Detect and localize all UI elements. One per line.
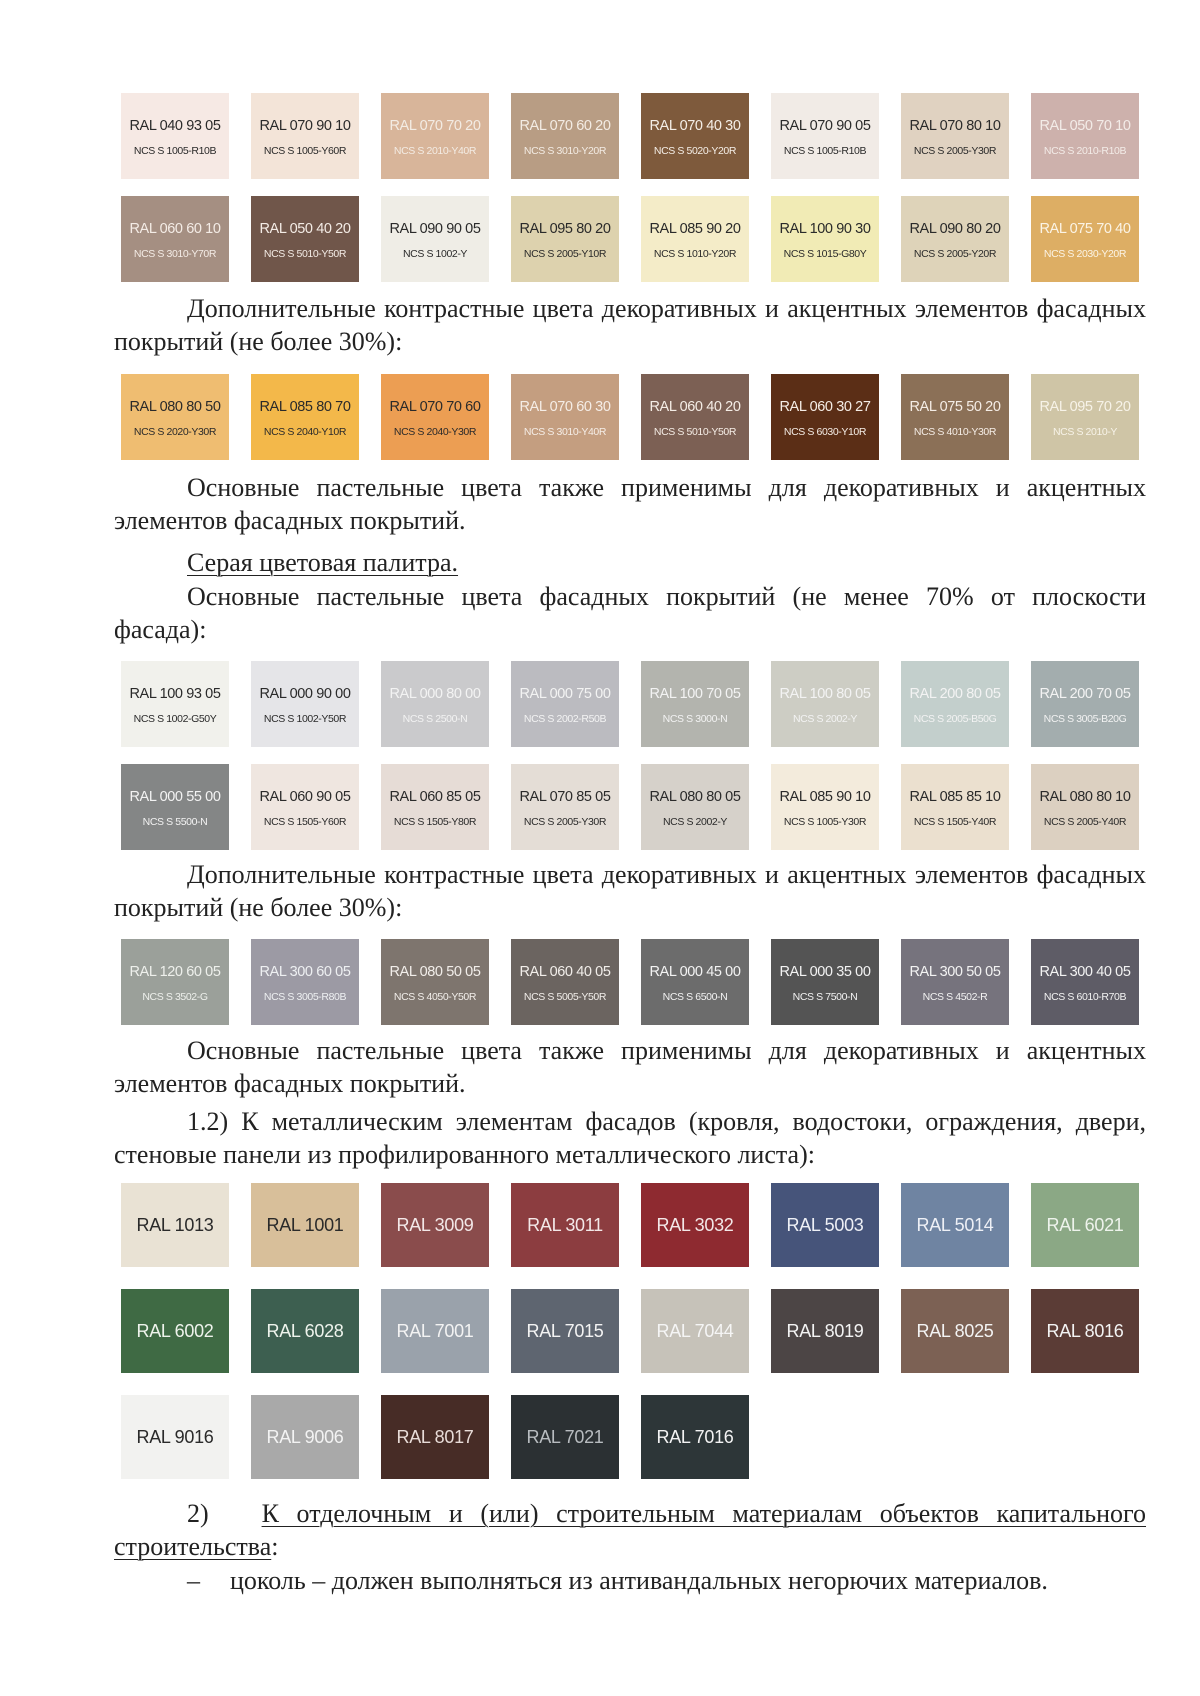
- heading-gray-palette-text: Серая цветовая палитра.: [187, 548, 459, 577]
- metal-color-swatch: [771, 1289, 879, 1373]
- ncs-code: NCS S 2005-Y30R: [913, 144, 997, 157]
- color-swatch: [251, 661, 359, 747]
- ncs-code: NCS S 2010-R10B: [1043, 144, 1127, 157]
- ral-code: RAL 3009: [396, 1214, 474, 1235]
- ral-code: RAL 000 90 00: [259, 685, 351, 702]
- ral-code: RAL 060 30 27: [779, 398, 871, 415]
- ncs-code: NCS S 1015-G80Y: [783, 247, 867, 260]
- ral-code: RAL 070 70 60: [389, 398, 481, 415]
- ncs-code: NCS S 1005-R10B: [133, 144, 217, 157]
- ncs-code: NCS S 2002-Y: [662, 815, 728, 828]
- paragraph-finishing-materials: [114, 1497, 1146, 1563]
- metal-color-swatch: [121, 1183, 229, 1267]
- ral-code: RAL 7001: [396, 1320, 474, 1341]
- ral-code: RAL 8016: [1046, 1320, 1124, 1341]
- ncs-code: NCS S 2020-Y30R: [133, 425, 217, 438]
- color-swatch: [121, 764, 229, 850]
- color-swatch: [511, 661, 619, 747]
- ral-code: RAL 5014: [916, 1214, 994, 1235]
- color-swatch: [251, 93, 359, 179]
- ral-code: RAL 090 80 20: [909, 220, 1001, 237]
- color-swatch: [121, 939, 229, 1025]
- color-swatch: [1031, 93, 1139, 179]
- color-swatch: [381, 661, 489, 747]
- ral-code: RAL 080 80 10: [1039, 788, 1131, 805]
- ral-code: RAL 090 90 05: [389, 220, 481, 237]
- ral-code: RAL 000 80 00: [389, 685, 481, 702]
- ncs-code: NCS S 2040-Y10R: [263, 425, 347, 438]
- paragraph-gray-pastel-note: Основные пастельные цвета также применимы для декоративных и акцентных элементов фасадных покрытий.: [114, 1036, 1146, 1098]
- color-swatch: [121, 661, 229, 747]
- paragraph-metal-elements: 1.2) К металлическим элементам фасадов (кровля, водостоки, ограждения, двери, стеновые панели из профилированного металлического листа):: [114, 1107, 1146, 1169]
- ncs-code: NCS S 2005-Y20R: [913, 247, 997, 260]
- ral-code: RAL 1013: [136, 1214, 214, 1235]
- ncs-code: NCS S 5005-Y50R: [523, 990, 607, 1003]
- ncs-code: NCS S 1505-Y40R: [913, 815, 997, 828]
- ncs-code: NCS S 6010-R70B: [1043, 990, 1127, 1003]
- ncs-code: NCS S 6500-N: [662, 990, 728, 1003]
- ral-code: RAL 100 80 05: [779, 685, 871, 702]
- ncs-code: NCS S 1005-Y60R: [263, 144, 347, 157]
- ncs-code: NCS S 3010-Y40R: [523, 425, 607, 438]
- ral-code: RAL 000 75 00: [519, 685, 611, 702]
- color-swatch: [251, 196, 359, 282]
- color-swatch: [771, 196, 879, 282]
- ral-code: RAL 060 85 05: [389, 788, 481, 805]
- ral-code: RAL 120 60 05: [129, 963, 221, 980]
- ncs-code: NCS S 2030-Y20R: [1043, 247, 1127, 260]
- metal-color-swatch: [771, 1183, 879, 1267]
- color-swatch: [121, 374, 229, 460]
- ral-code: RAL 085 90 20: [649, 220, 741, 237]
- ncs-code: NCS S 3010-Y70R: [133, 247, 217, 260]
- ncs-code: NCS S 4502-R: [922, 990, 988, 1003]
- color-swatch: [641, 939, 749, 1025]
- paragraph-beige-pastel-note: Основные пастельные цвета также применимы для декоративных и акцентных элементов фасадных покрытий.: [114, 473, 1146, 535]
- ncs-code: NCS S 4050-Y50R: [393, 990, 477, 1003]
- ncs-code: NCS S 3010-Y20R: [523, 144, 607, 157]
- ncs-code: NCS S 1010-Y20R: [653, 247, 737, 260]
- gray-main-swatches-row-1: [121, 661, 1139, 747]
- ncs-code: NCS S 2500-N: [402, 712, 468, 725]
- ral-code: RAL 060 90 05: [259, 788, 351, 805]
- list-dash: –: [187, 1566, 200, 1595]
- ral-code: RAL 080 80 05: [649, 788, 741, 805]
- ral-code: RAL 300 40 05: [1039, 963, 1131, 980]
- list-item-text: цоколь – должен выполняться из антивандальных негорючих материалов.: [230, 1566, 1048, 1595]
- ral-code: RAL 200 70 05: [1039, 685, 1131, 702]
- ncs-code: NCS S 2005-Y40R: [1043, 815, 1127, 828]
- ral-code: RAL 070 90 10: [259, 117, 351, 134]
- ncs-code: NCS S 2005-Y30R: [523, 815, 607, 828]
- ral-code: RAL 070 70 20: [389, 117, 481, 134]
- metal-color-swatch: [381, 1395, 489, 1479]
- metal-color-swatch: [511, 1183, 619, 1267]
- ral-code: RAL 085 90 10: [779, 788, 871, 805]
- ral-code: RAL 075 50 20: [909, 398, 1001, 415]
- ral-code: RAL 080 80 50: [129, 398, 221, 415]
- ncs-code: NCS S 5020-Y20R: [653, 144, 737, 157]
- ncs-code: NCS S 3000-N: [662, 712, 728, 725]
- ral-code: RAL 070 85 05: [519, 788, 611, 805]
- ral-code: RAL 000 45 00: [649, 963, 741, 980]
- ncs-code: NCS S 6030-Y10R: [783, 425, 867, 438]
- ral-code: RAL 060 60 10: [129, 220, 221, 237]
- color-swatch: [901, 374, 1009, 460]
- ral-code: RAL 100 70 05: [649, 685, 741, 702]
- color-swatch: [511, 93, 619, 179]
- color-swatch: [641, 196, 749, 282]
- ncs-code: NCS S 2010-Y40R: [393, 144, 477, 157]
- ral-code: RAL 050 70 10: [1039, 117, 1131, 134]
- ral-code: RAL 075 70 40: [1039, 220, 1131, 237]
- ral-code: RAL 200 80 05: [909, 685, 1001, 702]
- ral-code: RAL 100 93 05: [129, 685, 221, 702]
- ral-code: RAL 070 90 05: [779, 117, 871, 134]
- ral-code: RAL 040 93 05: [129, 117, 221, 134]
- color-swatch: [511, 374, 619, 460]
- metal-color-swatch: [641, 1183, 749, 1267]
- beige-accent-swatches: [121, 374, 1139, 460]
- metal-swatches: [121, 1183, 1139, 1479]
- color-swatch: [901, 939, 1009, 1025]
- ral-code: RAL 300 60 05: [259, 963, 351, 980]
- ncs-code: NCS S 3502-G: [142, 990, 208, 1003]
- ral-code: RAL 8025: [916, 1320, 994, 1341]
- ncs-code: NCS S 5500-N: [142, 815, 208, 828]
- color-swatch: [511, 196, 619, 282]
- ncs-code: NCS S 1505-Y80R: [393, 815, 477, 828]
- ncs-code: NCS S 2010-Y: [1052, 425, 1118, 438]
- color-swatch: [771, 764, 879, 850]
- metal-color-swatch: [511, 1289, 619, 1373]
- beige-main-swatches-row-1: [121, 93, 1139, 179]
- ral-code: RAL 095 70 20: [1039, 398, 1131, 415]
- color-swatch: [251, 939, 359, 1025]
- metal-color-swatch: [641, 1395, 749, 1479]
- ral-code: RAL 095 80 20: [519, 220, 611, 237]
- ncs-code: NCS S 3005-B20G: [1043, 712, 1127, 725]
- ncs-code: NCS S 5010-Y50R: [653, 425, 737, 438]
- color-swatch: [511, 764, 619, 850]
- metal-color-swatch: [1031, 1289, 1139, 1373]
- beige-main-swatches-row-2: [121, 196, 1139, 282]
- color-swatch: [1031, 374, 1139, 460]
- heading-gray-palette: [187, 546, 458, 579]
- metal-color-swatch: [381, 1183, 489, 1267]
- ncs-code: NCS S 2040-Y30R: [393, 425, 477, 438]
- ral-code: RAL 000 55 00: [129, 788, 221, 805]
- ral-code: RAL 8019: [786, 1320, 864, 1341]
- color-swatch: [901, 764, 1009, 850]
- metal-color-swatch: [641, 1289, 749, 1373]
- color-swatch: [901, 196, 1009, 282]
- gray-main-swatches-row-2: [121, 764, 1139, 850]
- ral-code: RAL 070 80 10: [909, 117, 1001, 134]
- color-swatch: [641, 374, 749, 460]
- ral-code: RAL 000 35 00: [779, 963, 871, 980]
- ncs-code: NCS S 4010-Y30R: [913, 425, 997, 438]
- paragraph-gray-main-intro: Основные пастельные цвета фасадных покрытий (не менее 70% от плоскости фасада):: [114, 582, 1146, 644]
- ral-code: RAL 300 50 05: [909, 963, 1001, 980]
- ral-code: RAL 070 60 30: [519, 398, 611, 415]
- metal-color-swatch: [511, 1395, 619, 1479]
- ral-code: RAL 3011: [527, 1214, 603, 1235]
- ncs-code: NCS S 2005-Y10R: [523, 247, 607, 260]
- ncs-code: NCS S 1505-Y60R: [263, 815, 347, 828]
- metal-color-swatch: [121, 1395, 229, 1479]
- ral-code: RAL 1001: [266, 1214, 344, 1235]
- ral-code: RAL 085 80 70: [259, 398, 351, 415]
- color-swatch: [771, 374, 879, 460]
- color-swatch: [121, 196, 229, 282]
- ral-code: RAL 5003: [786, 1214, 864, 1235]
- color-swatch: [771, 939, 879, 1025]
- section-colon: :: [271, 1532, 279, 1561]
- metal-color-swatch: [901, 1289, 1009, 1373]
- color-swatch: [251, 764, 359, 850]
- metal-color-swatch: [381, 1289, 489, 1373]
- ral-code: RAL 3032: [656, 1214, 734, 1235]
- ral-code: RAL 7016: [656, 1426, 734, 1447]
- color-swatch: [901, 93, 1009, 179]
- ncs-code: NCS S 2005-B50G: [913, 712, 997, 725]
- ncs-code: NCS S 1005-R10B: [783, 144, 867, 157]
- ncs-code: NCS S 1002-Y50R: [263, 712, 347, 725]
- color-swatch: [771, 93, 879, 179]
- section-number: 2): [187, 1499, 209, 1528]
- ral-code: RAL 060 40 20: [649, 398, 741, 415]
- color-swatch: [1031, 661, 1139, 747]
- color-swatch: [1031, 939, 1139, 1025]
- color-swatch: [1031, 196, 1139, 282]
- color-swatch: [901, 661, 1009, 747]
- color-swatch: [641, 93, 749, 179]
- ral-code: RAL 6002: [136, 1320, 214, 1341]
- color-swatch: [381, 939, 489, 1025]
- ncs-code: NCS S 1002-Y: [402, 247, 468, 260]
- ncs-code: NCS S 1005-Y30R: [783, 815, 867, 828]
- color-swatch: [251, 374, 359, 460]
- ral-code: RAL 080 50 05: [389, 963, 481, 980]
- color-swatch: [641, 661, 749, 747]
- color-swatch: [381, 93, 489, 179]
- color-swatch: [511, 939, 619, 1025]
- ncs-code: NCS S 5010-Y50R: [263, 247, 347, 260]
- ral-code: RAL 050 40 20: [259, 220, 351, 237]
- ncs-code: NCS S 1002-G50Y: [133, 712, 217, 725]
- metal-color-swatch: [901, 1183, 1009, 1267]
- ral-code: RAL 8017: [396, 1426, 474, 1447]
- color-swatch: [1031, 764, 1139, 850]
- paragraph-gray-accent-intro: Дополнительные контрастные цвета декоративных и акцентных элементов фасадных покрытий (не более 30%):: [114, 860, 1146, 922]
- ral-code: RAL 6028: [266, 1320, 344, 1341]
- ral-code: RAL 7015: [526, 1320, 604, 1341]
- metal-color-swatch: [1031, 1183, 1139, 1267]
- ncs-code: NCS S 2002-R50B: [523, 712, 607, 725]
- ral-code: RAL 060 40 05: [519, 963, 611, 980]
- gray-accent-swatches: [121, 939, 1139, 1025]
- section-heading: К отделочным и (или) строительным материалам объектов капитального строительства: [114, 1499, 1147, 1561]
- metal-color-swatch: [121, 1289, 229, 1373]
- color-swatch: [381, 196, 489, 282]
- ral-code: RAL 070 60 20: [519, 117, 611, 134]
- ncs-code: NCS S 7500-N: [792, 990, 858, 1003]
- paragraph-beige-accent-intro: Дополнительные контрастные цвета декоративных и акцентных элементов фасадных покрытий (не более 30%):: [114, 294, 1146, 356]
- metal-color-swatch: [251, 1395, 359, 1479]
- color-swatch: [121, 93, 229, 179]
- list-item-plinth: [187, 1564, 1048, 1597]
- ncs-code: NCS S 3005-R80B: [263, 990, 347, 1003]
- ral-code: RAL 085 85 10: [909, 788, 1001, 805]
- color-swatch: [381, 374, 489, 460]
- metal-color-swatch: [251, 1289, 359, 1373]
- ral-code: RAL 7044: [656, 1320, 734, 1341]
- ral-code: RAL 9016: [136, 1426, 214, 1447]
- ncs-code: NCS S 2002-Y: [792, 712, 858, 725]
- color-swatch: [381, 764, 489, 850]
- ral-code: RAL 7021: [526, 1426, 604, 1447]
- ral-code: RAL 9006: [266, 1426, 344, 1447]
- ral-code: RAL 6021: [1046, 1214, 1124, 1235]
- ral-code: RAL 100 90 30: [779, 220, 871, 237]
- metal-color-swatch: [251, 1183, 359, 1267]
- color-swatch: [641, 764, 749, 850]
- color-swatch: [771, 661, 879, 747]
- ral-code: RAL 070 40 30: [649, 117, 741, 134]
